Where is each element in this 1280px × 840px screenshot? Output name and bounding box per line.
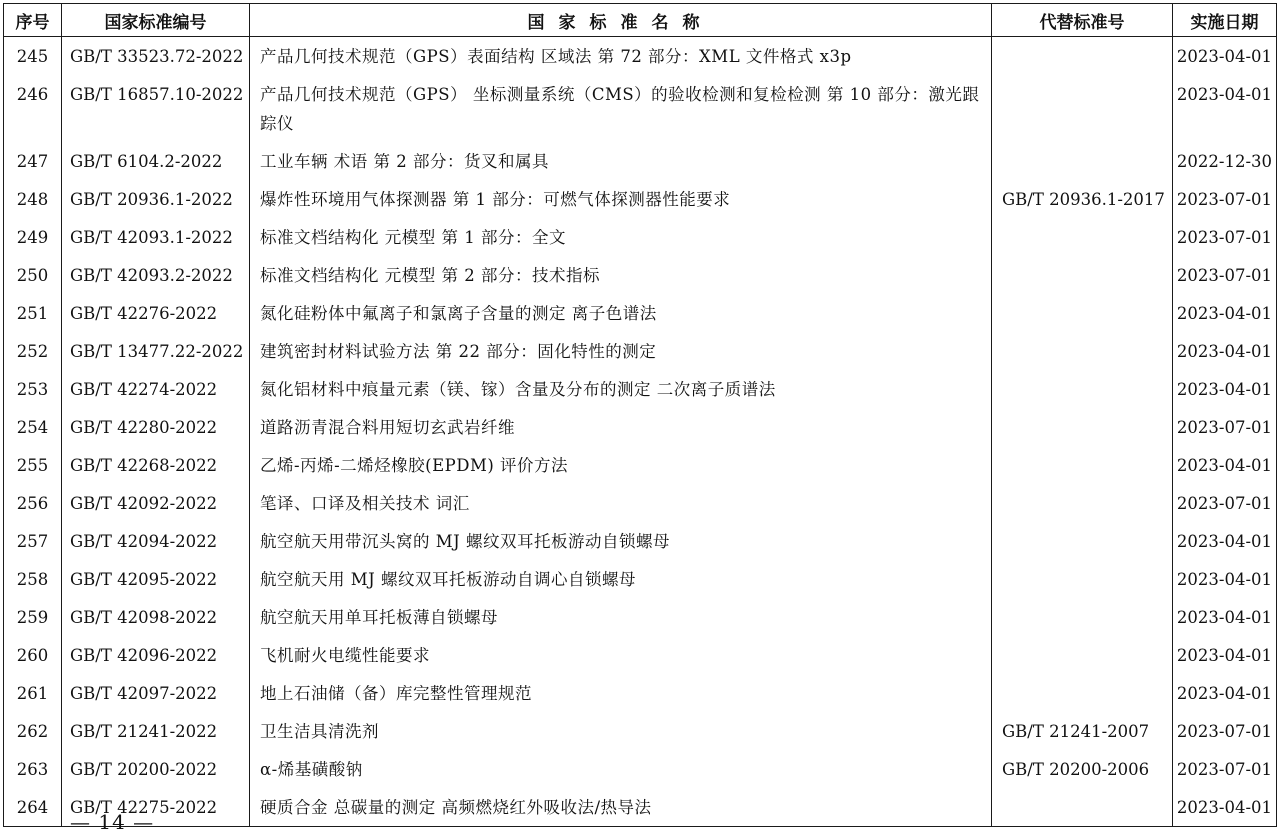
table-row: [4, 560, 1277, 598]
table-row: [4, 446, 1277, 484]
cell-standard-name: 产品几何技术规范（GPS）表面结构 区域法 第 72 部分：XML 文件格式 x3p: [250, 37, 992, 76]
cell-standard-code: GB/T 42097-2022: [62, 674, 250, 712]
cell-replaced-standard: [992, 636, 1173, 674]
cell-standard-name: 硬质合金 总碳量的测定 高频燃烧红外吸收法/热导法: [250, 788, 992, 827]
cell-standard-name: 建筑密封材料试验方法 第 22 部分：固化特性的测定: [250, 332, 992, 370]
table-row: [4, 332, 1277, 370]
cell-standard-name: 航空航天用单耳托板薄自锁螺母: [250, 598, 992, 636]
cell-standard-code: GB/T 42096-2022: [62, 636, 250, 674]
table-header-row: [4, 4, 1277, 37]
cell-standard-name: 地上石油储（备）库完整性管理规范: [250, 674, 992, 712]
cell-implementation-date: 2023-07-01: [1173, 180, 1277, 218]
cell-implementation-date: 2023-04-01: [1173, 446, 1277, 484]
cell-standard-code: GB/T 42276-2022: [62, 294, 250, 332]
cell-standard-code: GB/T 6104.2-2022: [62, 142, 250, 180]
cell-implementation-date: 2023-07-01: [1173, 256, 1277, 294]
cell-implementation-date: 2023-04-01: [1173, 636, 1277, 674]
cell-standard-name: 氮化硅粉体中氟离子和氯离子含量的测定 离子色谱法: [250, 294, 992, 332]
cell-standard-code: GB/T 16857.10-2022: [62, 75, 250, 142]
cell-implementation-date: 2023-04-01: [1173, 522, 1277, 560]
cell-replaced-standard: [992, 446, 1173, 484]
cell-replaced-standard: [992, 408, 1173, 446]
cell-replaced-standard: [992, 370, 1173, 408]
document-page: [3, 3, 1276, 827]
cell-standard-name: 氮化铝材料中痕量元素（镁、镓）含量及分布的测定 二次离子质谱法: [250, 370, 992, 408]
cell-seq: 252: [4, 332, 62, 370]
cell-standard-code: GB/T 42280-2022: [62, 408, 250, 446]
cell-replaced-standard: [992, 560, 1173, 598]
cell-replaced-standard: [992, 256, 1173, 294]
cell-seq: 261: [4, 674, 62, 712]
cell-seq: 246: [4, 75, 62, 142]
standards-table: [3, 3, 1277, 827]
cell-implementation-date: 2023-04-01: [1173, 370, 1277, 408]
cell-seq: 260: [4, 636, 62, 674]
table-row: [4, 484, 1277, 522]
cell-implementation-date: 2023-07-01: [1173, 712, 1277, 750]
cell-standard-name: 产品几何技术规范（GPS） 坐标测量系统（CMS）的验收检测和复检检测 第 10 部分：激光跟踪仪: [250, 75, 992, 142]
table-row: [4, 294, 1277, 332]
cell-standard-code: GB/T 33523.72-2022: [62, 37, 250, 76]
cell-standard-code: GB/T 42095-2022: [62, 560, 250, 598]
cell-seq: 245: [4, 37, 62, 76]
cell-standard-code: GB/T 13477.22-2022: [62, 332, 250, 370]
table-row: [4, 598, 1277, 636]
cell-standard-name: 卫生洁具清洗剂: [250, 712, 992, 750]
cell-seq: 249: [4, 218, 62, 256]
cell-seq: 248: [4, 180, 62, 218]
cell-standard-name: 笔译、口译及相关技术 词汇: [250, 484, 992, 522]
cell-standard-code: GB/T 42093.1-2022: [62, 218, 250, 256]
cell-implementation-date: 2023-04-01: [1173, 332, 1277, 370]
cell-replaced-standard: [992, 142, 1173, 180]
cell-implementation-date: 2023-04-01: [1173, 294, 1277, 332]
cell-implementation-date: 2023-07-01: [1173, 218, 1277, 256]
table-row: [4, 522, 1277, 560]
cell-replaced-standard: [992, 294, 1173, 332]
cell-standard-name: 飞机耐火电缆性能要求: [250, 636, 992, 674]
cell-standard-name: 爆炸性环境用气体探测器 第 1 部分：可燃气体探测器性能要求: [250, 180, 992, 218]
cell-seq: 255: [4, 446, 62, 484]
cell-seq: 258: [4, 560, 62, 598]
cell-replaced-standard: [992, 37, 1173, 76]
cell-seq: 251: [4, 294, 62, 332]
cell-replaced-standard: [992, 674, 1173, 712]
cell-standard-code: GB/T 42098-2022: [62, 598, 250, 636]
cell-implementation-date: 2023-04-01: [1173, 75, 1277, 142]
table-body: [4, 37, 1277, 827]
table-row: [4, 75, 1277, 142]
cell-implementation-date: 2023-04-01: [1173, 598, 1277, 636]
cell-standard-name: 标准文档结构化 元模型 第 2 部分：技术指标: [250, 256, 992, 294]
cell-standard-name: 标准文档结构化 元模型 第 1 部分：全文: [250, 218, 992, 256]
cell-seq: 264: [4, 788, 62, 827]
cell-standard-code: GB/T 42268-2022: [62, 446, 250, 484]
cell-seq: 257: [4, 522, 62, 560]
cell-standard-code: GB/T 20936.1-2022: [62, 180, 250, 218]
cell-replaced-standard: GB/T 21241-2007: [992, 712, 1173, 750]
cell-standard-name: α-烯基磺酸钠: [250, 750, 992, 788]
table-row: [4, 408, 1277, 446]
table-row: [4, 218, 1277, 256]
cell-implementation-date: 2023-04-01: [1173, 788, 1277, 827]
table-row: [4, 180, 1277, 218]
header-name: 国家标准名称: [250, 4, 992, 37]
page-number: — 14 —: [70, 810, 155, 834]
table-row: [4, 636, 1277, 674]
header-code: 国家标准编号: [62, 4, 250, 37]
table-row: [4, 370, 1277, 408]
table-row: [4, 712, 1277, 750]
cell-replaced-standard: [992, 332, 1173, 370]
cell-implementation-date: 2023-04-01: [1173, 37, 1277, 76]
table-row: [4, 256, 1277, 294]
header-date: 实施日期: [1173, 4, 1277, 37]
cell-standard-code: GB/T 42094-2022: [62, 522, 250, 560]
cell-implementation-date: 2023-07-01: [1173, 750, 1277, 788]
cell-seq: 253: [4, 370, 62, 408]
cell-implementation-date: 2023-07-01: [1173, 408, 1277, 446]
cell-implementation-date: 2023-04-01: [1173, 674, 1277, 712]
cell-replaced-standard: [992, 598, 1173, 636]
header-seq: 序号: [4, 4, 62, 37]
cell-replaced-standard: GB/T 20936.1-2017: [992, 180, 1173, 218]
cell-standard-name: 航空航天用 MJ 螺纹双耳托板游动自调心自锁螺母: [250, 560, 992, 598]
cell-seq: 262: [4, 712, 62, 750]
cell-implementation-date: 2022-12-30: [1173, 142, 1277, 180]
cell-replaced-standard: GB/T 20200-2006: [992, 750, 1173, 788]
cell-standard-code: GB/T 42274-2022: [62, 370, 250, 408]
header-replaced: 代替标准号: [992, 4, 1173, 37]
cell-standard-name: 道路沥青混合料用短切玄武岩纤维: [250, 408, 992, 446]
cell-replaced-standard: [992, 218, 1173, 256]
cell-standard-name: 乙烯-丙烯-二烯烃橡胶(EPDM) 评价方法: [250, 446, 992, 484]
cell-replaced-standard: [992, 788, 1173, 827]
cell-replaced-standard: [992, 484, 1173, 522]
cell-replaced-standard: [992, 75, 1173, 142]
cell-implementation-date: 2023-04-01: [1173, 560, 1277, 598]
cell-seq: 263: [4, 750, 62, 788]
table-row: [4, 37, 1277, 76]
cell-standard-code: GB/T 20200-2022: [62, 750, 250, 788]
cell-standard-code: GB/T 21241-2022: [62, 712, 250, 750]
table-row: [4, 674, 1277, 712]
cell-seq: 256: [4, 484, 62, 522]
cell-standard-code: GB/T 42092-2022: [62, 484, 250, 522]
cell-implementation-date: 2023-07-01: [1173, 484, 1277, 522]
cell-seq: 259: [4, 598, 62, 636]
cell-standard-code: GB/T 42275-2022: [62, 788, 250, 827]
cell-seq: 247: [4, 142, 62, 180]
cell-standard-code: GB/T 42093.2-2022: [62, 256, 250, 294]
cell-replaced-standard: [992, 522, 1173, 560]
table-row: [4, 142, 1277, 180]
cell-standard-name: 工业车辆 术语 第 2 部分：货叉和属具: [250, 142, 992, 180]
cell-standard-name: 航空航天用带沉头窝的 MJ 螺纹双耳托板游动自锁螺母: [250, 522, 992, 560]
cell-seq: 250: [4, 256, 62, 294]
cell-seq: 254: [4, 408, 62, 446]
table-row: [4, 750, 1277, 788]
table-row: [4, 788, 1277, 827]
